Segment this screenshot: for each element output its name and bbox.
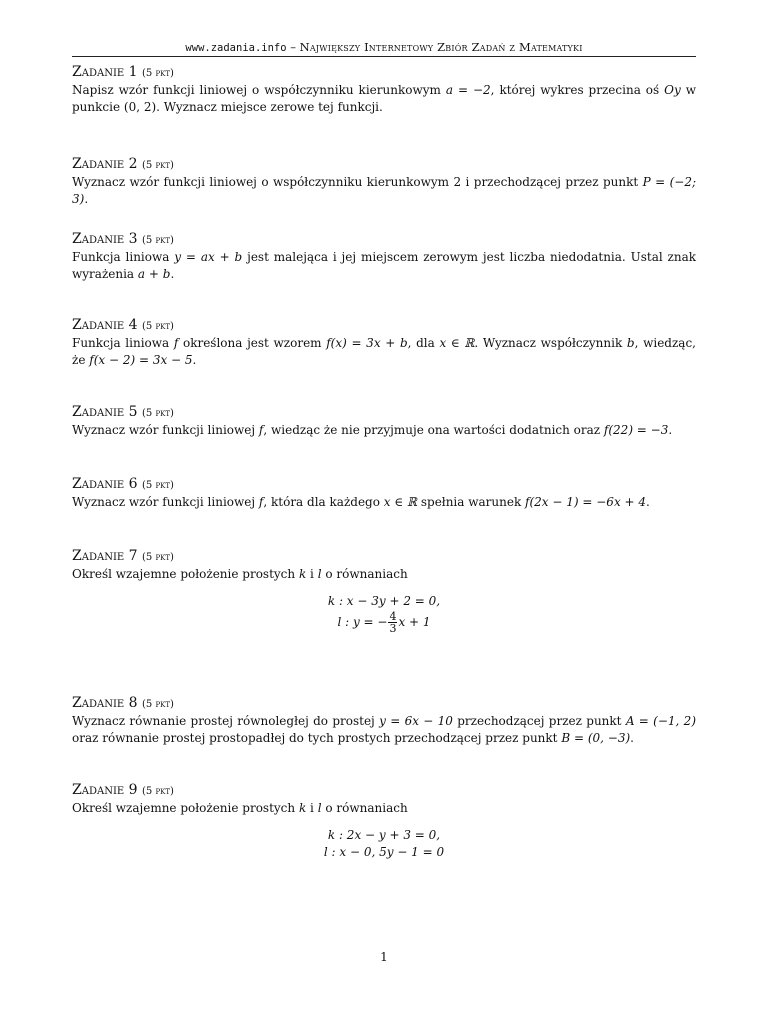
task-text: Funkcja liniowa f określona jest wzorem f(x) = 3x + b, dla x ∈ ℝ. Wyznacz współczynnik b, wiedząc, że f(x − 2) = 3x − 5. bbox=[72, 336, 696, 367]
task-points: (5 pkt) bbox=[142, 786, 174, 797]
task-text: Wyznacz wzór funkcji liniowej o współczynniku kierunkowym 2 i przechodzącej przez punkt P = (−2; 3). bbox=[72, 175, 697, 206]
task-9 bbox=[72, 782, 696, 861]
page-number: 1 bbox=[380, 950, 388, 964]
task-title: Zadanie 9 (5 pkt) bbox=[72, 782, 174, 798]
task-title: Zadanie 4 (5 pkt) bbox=[72, 317, 174, 333]
task-text: Wyznacz wzór funkcji liniowej f, która dla każdego x ∈ ℝ spełnia warunek f(2x − 1) = −6x + 4. bbox=[72, 495, 650, 509]
task-text: Wyznacz wzór funkcji liniowej f, wiedząc że nie przyjmuje ona wartości dodatnich oraz f(22) = −3. bbox=[72, 423, 673, 437]
task-8 bbox=[72, 695, 696, 747]
task-points: (5 pkt) bbox=[142, 408, 174, 419]
task-points: (5 pkt) bbox=[142, 68, 174, 79]
task-text: Napisz wzór funkcji liniowej o współczynniku kierunkowym a = −2, której wykres przecina oś Oy w punkcie (0, 2). Wyznacz miejsce zerowe tej funkcji. bbox=[72, 83, 697, 114]
equation-l: l : x − 0, 5y − 1 = 0 bbox=[323, 845, 445, 859]
task-title: Zadanie 6 (5 pkt) bbox=[72, 476, 174, 492]
equation-block bbox=[72, 593, 696, 634]
task-points: (5 pkt) bbox=[142, 321, 174, 332]
site-url[interactable]: www.zadania.info bbox=[185, 42, 287, 54]
equation-block bbox=[72, 827, 696, 861]
equation-k: k : x − 3y + 2 = 0, bbox=[327, 594, 441, 608]
task-text: Określ wzajemne położenie prostych k i l o równaniach bbox=[72, 801, 408, 815]
fraction: $\frac{4}{3}$ bbox=[389, 610, 397, 635]
task-title: Zadanie 2 (5 pkt) bbox=[72, 156, 174, 172]
task-1 bbox=[72, 64, 696, 116]
task-points: (5 pkt) bbox=[142, 160, 174, 171]
task-text: Funkcja liniowa y = ax + b jest malejąca i jej miejscem zerowym jest liczba niedodatnia. Ustal znak wyrażenia a + b. bbox=[72, 250, 697, 281]
task-points: (5 pkt) bbox=[142, 699, 174, 710]
task-points: (5 pkt) bbox=[142, 235, 174, 246]
task-title: Zadanie 7 (5 pkt) bbox=[72, 548, 174, 564]
equation-k: k : 2x − y + 3 = 0, bbox=[327, 828, 441, 842]
task-title: Zadanie 8 (5 pkt) bbox=[72, 695, 174, 711]
task-points: (5 pkt) bbox=[142, 552, 174, 563]
task-6 bbox=[72, 476, 696, 511]
task-3 bbox=[72, 231, 696, 283]
task-title: Zadanie 1 (5 pkt) bbox=[72, 64, 174, 80]
equation-l: l : y = − $\frac{4}{3}$ x + 1 bbox=[337, 610, 431, 635]
task-title: Zadanie 5 (5 pkt) bbox=[72, 404, 174, 420]
page-header bbox=[72, 40, 696, 57]
task-5 bbox=[72, 404, 696, 439]
task-4 bbox=[72, 317, 696, 369]
task-2 bbox=[72, 156, 696, 208]
task-7 bbox=[72, 548, 696, 634]
site-title: Największy Internetowy Zbiór Zadań z Matematyki bbox=[299, 40, 583, 54]
task-text: Wyznacz równanie prostej równoległej do prostej y = 6x − 10 przechodzącej przez punkt A = (−1, 2) oraz równanie prostej prostopadłej do tych prostych przechodzącej przez punkt B = (0, −3). bbox=[72, 714, 696, 745]
header-separator: – bbox=[286, 40, 300, 54]
task-points: (5 pkt) bbox=[142, 480, 174, 491]
task-text: Określ wzajemne położenie prostych k i l o równaniach bbox=[72, 567, 408, 581]
task-title: Zadanie 3 (5 pkt) bbox=[72, 231, 174, 247]
